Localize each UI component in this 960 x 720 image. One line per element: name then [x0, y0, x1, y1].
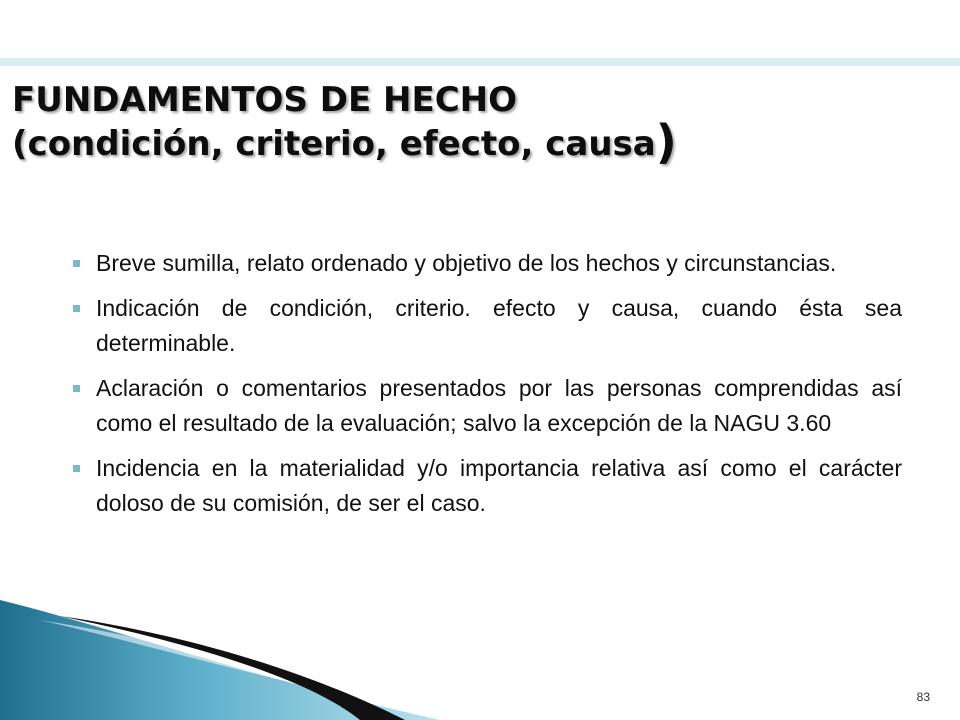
bullet-text: Indicación de condición, criterio. efecto y causa, cuando ésta sea determinable.: [96, 295, 902, 356]
square-bullet-icon: [73, 385, 80, 392]
square-bullet-icon: [73, 305, 80, 312]
square-bullet-icon: [73, 260, 80, 267]
slide-title: [12, 78, 677, 169]
bullet-item: [96, 451, 902, 521]
title-line-1: FUNDAMENTOS DE HECHO: [12, 80, 518, 120]
bullet-item: [96, 246, 902, 281]
bullet-text: Aclaración o comentarios presentados por las personas comprendidas así como el resultado de la evaluación; salvo la excepción de la NAGU 3.60: [96, 375, 902, 436]
bullet-item: [96, 291, 902, 361]
title-accent-band: [0, 58, 960, 66]
title-close-paren: ): [655, 115, 677, 169]
page-number: 83: [916, 690, 930, 704]
bullet-list: [96, 246, 902, 531]
bullet-text: Incidencia en la materialidad y/o importancia relativa así como el carácter doloso de su comisión, de ser el caso.: [96, 455, 902, 516]
bullet-item: [96, 371, 902, 441]
square-bullet-icon: [73, 465, 80, 472]
bullet-text: Breve sumilla, relato ordenado y objetivo de los hechos y circunstancias.: [96, 250, 837, 276]
decorative-wave-graphic: [0, 590, 520, 720]
title-line-2: [12, 115, 677, 169]
title-line-2-text: (condición, criterio, efecto, causa: [12, 124, 656, 164]
